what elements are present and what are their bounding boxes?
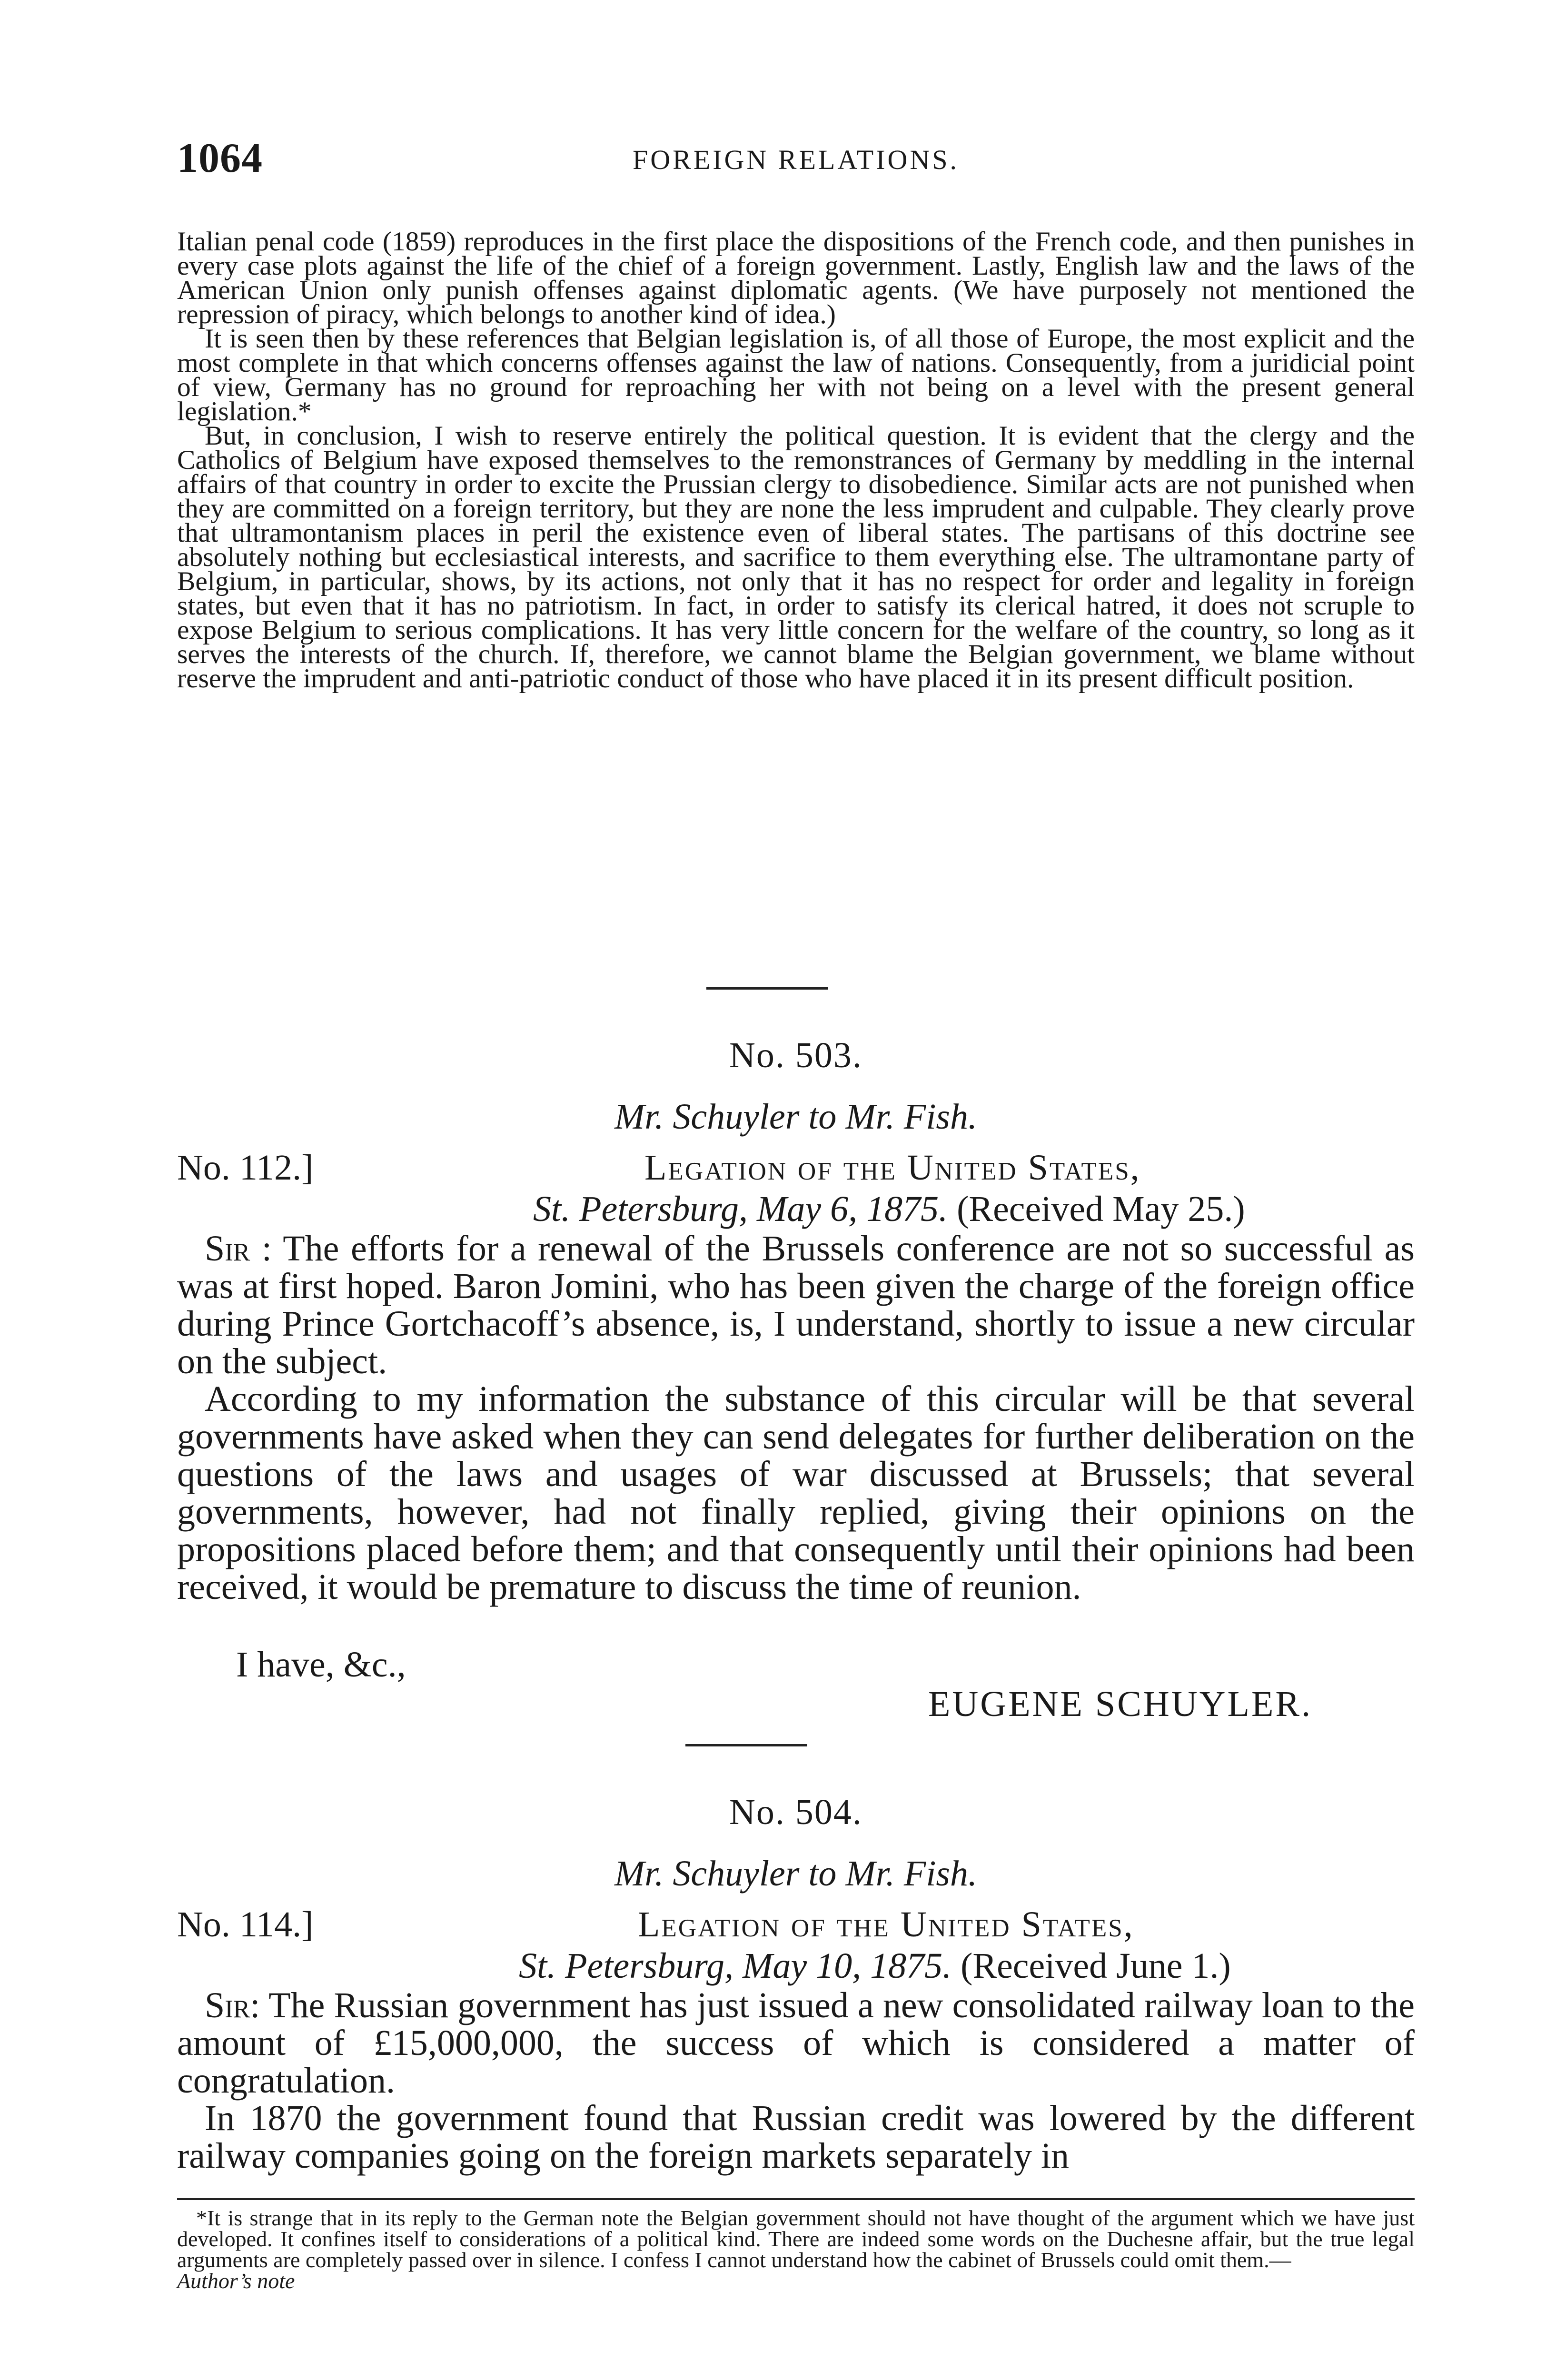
- document-title: Mr. Schuyler to Mr. Fish.: [614, 1854, 978, 1894]
- despatch-number: No. 112.]: [177, 1148, 314, 1188]
- page-number: 1064: [177, 135, 263, 181]
- section-divider: [685, 1744, 807, 1746]
- letter-paragraph-2: In 1870 the government found that Russian credit was lowered by the different railway companies going on the foreign markets separately in: [177, 2098, 1415, 2176]
- legation-heading: Legation of the United States,: [638, 1904, 1134, 1944]
- received-date: (Received May 25.): [957, 1189, 1245, 1229]
- intro-text: [177, 227, 1415, 694]
- running-head: FOREIGN RELATIONS.: [632, 144, 960, 175]
- legation-heading: Legation of the United States,: [644, 1148, 1141, 1188]
- footnote-text: [177, 2208, 1415, 2291]
- letter-paragraph-1: [177, 1230, 1415, 1380]
- despatch-number: No. 114.]: [177, 1904, 314, 1944]
- place-date: St. Petersburg, May 10, 1875.: [519, 1946, 952, 1986]
- dateline: [519, 1945, 1231, 1987]
- intro-paragraph-3: But, in conclusion, I wish to reserve entirely the political question. It is evident that the clergy and the Catholics of Belgium have exposed themselves to the remonstrances of Germany by meddling in the internal affairs of that country in order to excite the Prussian clergy to disobedience. Similar acts are not punished when they are committed on a foreign territory, but they are none the less imprudent and culpable. They clearly prove that ultramontanism places in peril the existence even of liberal states. The partisans of this doctrine see absolutely nothing but ecclesiastical interests, and sacrifice to them everything else. The ultramontane party of Belgium, in particular, shows, by its actions, not only that it has no respect for order and legality in foreign states, but even that it has no patriotism. In fact, in order to satisfy its clerical hatred, it does not scruple to expose Belgium to serious complications. It has very little concern for the welfare of the country, so long as it serves the interests of the church. If, therefore, we cannot blame the Belgian government, we blame without reserve the imprudent and anti-patriotic conduct of those who have placed it in its present difficult position.: [177, 421, 1415, 694]
- place-date: St. Petersburg, May 6, 1875.: [533, 1189, 948, 1229]
- closing: I have, &c.,: [236, 1645, 406, 1685]
- footnote-author: Author’s note: [177, 2269, 295, 2293]
- document-number: No. 504.: [729, 1792, 862, 1832]
- dateline: [533, 1189, 1245, 1230]
- signature: EUGENE SCHUYLER.: [928, 1684, 1313, 1724]
- section-divider: [706, 987, 828, 990]
- letter-body: [177, 1987, 1415, 2175]
- page-header: [177, 134, 1415, 187]
- intro-paragraph-2: It is seen then by these references that Belgian legislation is, of all those of Europe, the most explicit and the most complete in that which concerns offenses against the law of nations. Consequently, from a juridicial point of view, Germany has no ground for reproaching her with not being on a level with the present general legislation.*: [177, 324, 1415, 426]
- intro-paragraph-1: Italian penal code (1859) reproduces in the first place the dispositions of the French code, and then punishes in every case plots against the life of the chief of a foreign government. Lastly, English law and the laws of the American Union only punish offenses against diplomatic agents. (We have purposely not mentioned the repression of piracy, which belongs to another kind of idea.): [177, 227, 1415, 329]
- letter-paragraph-1-text: The Russian government has just issued a new consolidated railway loan to the amount of £15,000,000, the success of which is considered a matter of congratulation.: [177, 1985, 1415, 2101]
- salutation: Sir :: [205, 1229, 272, 1269]
- footnote: [177, 2208, 1415, 2291]
- document-title: Mr. Schuyler to Mr. Fish.: [614, 1097, 978, 1137]
- document-number: No. 503.: [729, 1035, 862, 1075]
- received-date: (Received June 1.): [961, 1946, 1231, 1986]
- letter-paragraph-1-text: The efforts for a renewal of the Brussels conference are not so successful as was at first hoped. Baron Jomini, who has been given the charge of the foreign office during Prince Gortchacoff’s absence, is, I understand, shortly to issue a new circular on the subject.: [177, 1229, 1415, 1381]
- salutation: Sir:: [205, 1985, 260, 2025]
- footnote-body: *It is strange that in its reply to the German note the Belgian government should not have thought of the argument which we have just developed. It confines itself to considerations of a political kind. There are indeed some words on the Duchesne affair, but the true legal arguments are completely passed over in silence. I confess I cannot understand how the cabinet of Brussels could omit them.—: [177, 2206, 1415, 2272]
- letter-body: [177, 1230, 1415, 1606]
- footnote-rule: [177, 2198, 1415, 2200]
- letter-paragraph-1: [177, 1987, 1415, 2100]
- letter-paragraph-2: According to my information the substance of this circular will be that several governments have asked when they can send delegates for further deliberation on the questions of the laws and usages of war discussed at Brussels; that several governments, however, had not finally replied, giving their opinions on the propositions placed before them; and that consequently until their opinions had been received, it would be premature to discuss the time of reunion.: [177, 1379, 1415, 1607]
